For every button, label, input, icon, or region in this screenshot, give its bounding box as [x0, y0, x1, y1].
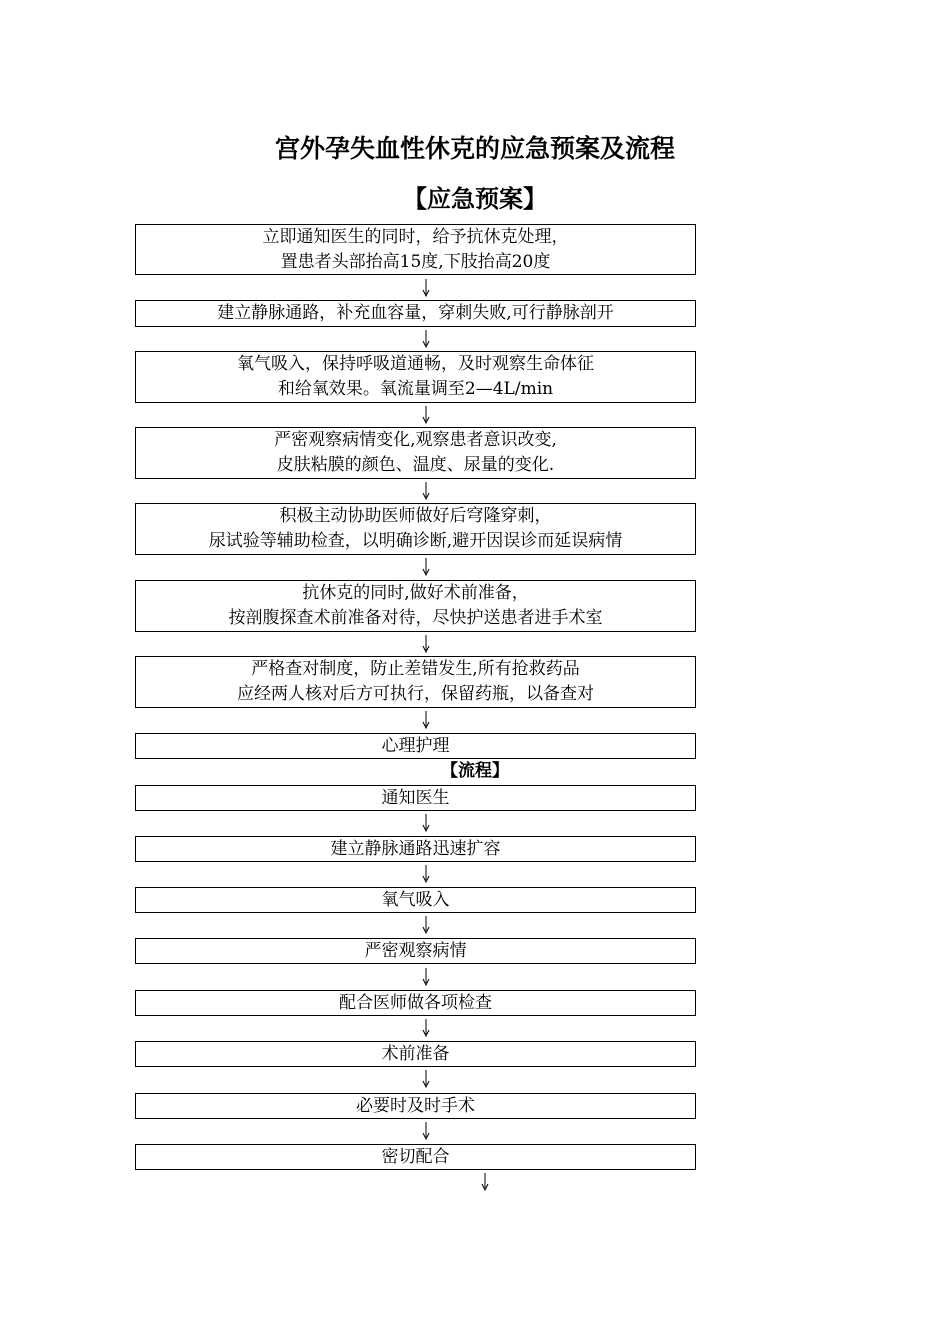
plan-step-2 — [135, 300, 696, 327]
plan-step-line: 皮肤粘膜的颜色、温度、尿量的变化. — [276, 455, 555, 475]
page-title: 宫外孕失血性休克的应急预案及流程 — [274, 134, 675, 163]
plan-step-8 — [135, 733, 696, 759]
flow-step-label: 严密观察病情 — [364, 940, 467, 961]
flow-step-label: 术前准备 — [381, 1043, 450, 1064]
plan-step-line: 抗休克的同时,做好术前准备， — [302, 583, 529, 603]
flow-step-label: 必要时及时手术 — [356, 1095, 475, 1116]
flow-step-label: 通知医生 — [381, 787, 450, 808]
flow-step-label: 密切配合 — [381, 1146, 450, 1167]
plan-step-7 — [135, 656, 696, 708]
plan-step-4 — [135, 427, 696, 479]
down-arrow-icon — [421, 865, 431, 883]
down-arrow-icon — [421, 406, 431, 424]
down-arrow-icon — [421, 558, 431, 576]
down-arrow-icon — [421, 814, 431, 832]
plan-heading: 【应急预案】 — [403, 185, 547, 213]
plan-step-3 — [135, 351, 696, 403]
plan-step-line: 严密观察病情变化,观察患者意识改变, — [274, 430, 557, 450]
flow-step-7 — [135, 1093, 696, 1119]
plan-step-line: 心理护理 — [381, 735, 450, 756]
down-arrow-icon — [421, 330, 431, 348]
flow-step-label: 氧气吸入 — [381, 889, 450, 910]
plan-step-line: 和给氧效果。氧流量调至2—4L/min — [277, 379, 554, 399]
plan-step-5 — [135, 503, 696, 555]
plan-step-line: 严格查对制度，防止差错发生,所有抢救药品 — [251, 659, 580, 679]
plan-step-line: 尿试验等辅助检查，以明确诊断,避开因误诊而延误病情 — [208, 531, 623, 551]
plan-step-line: 置患者头部抬高15度,下肢抬高20度 — [280, 251, 551, 272]
down-arrow-icon — [421, 968, 431, 986]
flow-step-1 — [135, 785, 696, 811]
plan-step-1 — [135, 224, 696, 275]
down-arrow-icon — [421, 1070, 431, 1088]
plan-step-line: 氧气吸入，保持呼吸道通畅，及时观察生命体征 — [237, 354, 594, 374]
flow-step-6 — [135, 1041, 696, 1067]
down-arrow-icon — [421, 279, 431, 297]
flow-step-8 — [135, 1144, 696, 1170]
plan-step-line: 建立静脉通路，补充血容量，穿刺失败,可行静脉剖开 — [217, 303, 614, 323]
down-arrow-icon — [421, 916, 431, 934]
flow-step-3 — [135, 887, 696, 913]
down-arrow-icon — [421, 1122, 431, 1140]
flow-step-4 — [135, 938, 696, 964]
flow-step-label: 配合医师做各项检查 — [339, 992, 492, 1013]
down-arrow-icon — [421, 635, 431, 653]
flow-step-label: 建立静脉通路迅速扩容 — [330, 838, 501, 859]
plan-step-line: 积极主动协助医师做好后穹隆穿刺， — [279, 506, 552, 526]
plan-step-line: 应经两人核对后方可执行，保留药瓶，以备查对 — [237, 684, 594, 704]
down-arrow-icon — [421, 1019, 431, 1037]
flow-step-2 — [135, 836, 696, 862]
plan-step-6 — [135, 580, 696, 632]
down-arrow-icon — [421, 482, 431, 500]
flow-step-5 — [135, 990, 696, 1016]
plan-step-line: 立即通知医生的同时，给予抗休克处理， — [262, 226, 569, 247]
flow-heading: 【流程】 — [441, 761, 509, 781]
plan-step-line: 按剖腹探查术前准备对待，尽快护送患者进手术室 — [228, 608, 603, 628]
down-arrow-icon — [421, 711, 431, 729]
down-arrow-icon — [480, 1173, 490, 1191]
